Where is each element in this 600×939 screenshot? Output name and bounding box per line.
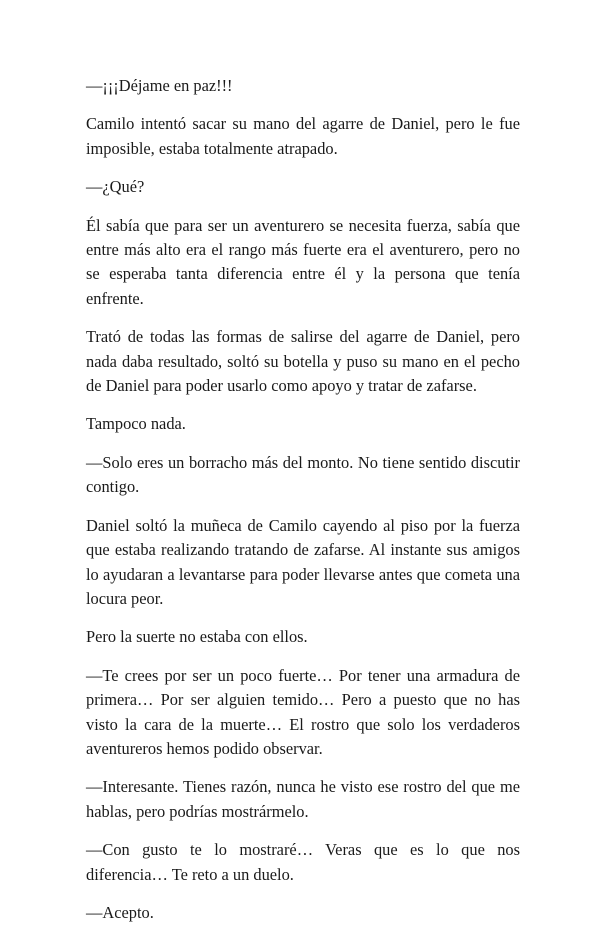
paragraph-7: —Solo eres un borracho más del monto. No tiene sentido discutir contigo.: [86, 452, 520, 497]
paragraph-1: —¡¡¡Déjame en paz!!!: [86, 76, 233, 95]
paragraph-11: —Interesante. Tienes razón, nunca he visto ese rostro del que me hablas, pero podrías mostrármelo.: [86, 777, 520, 821]
paragraph-10: —Te crees por ser un poco fuerte… Por tener una armadura de primera… Por ser alguien temido… Pero a puesto que no has visto la cara de la muerte… El rostro que solo los verdaderos aventureros hemos podido observar.: [86, 665, 520, 758]
book-page-text: [86, 74, 520, 939]
paragraph-9: Pero la suerte no estaba con ellos.: [86, 627, 308, 647]
paragraph-13: —Acepto.: [86, 902, 154, 922]
paragraph-4: Él sabía que para ser un aventurero se necesita fuerza, sabía que entre más alto era el rango más fuerte era el aventurero, pero no se esperaba tanta diferencia entre él y la persona que tenía enfrente.: [86, 215, 520, 308]
paragraph-3: —¿Qué?: [86, 177, 145, 197]
paragraph-8: Daniel soltó la muñeca de Camilo cayendo al piso por la fuerza que estaba realizando tratando de zafarse. Al instante sus amigos lo ayudaran a levantarse para poder llevarse antes que cometa una locura peor.: [86, 515, 520, 608]
paragraph-5: Trató de todas las formas de salirse del agarre de Daniel, pero nada daba resultado, soltó su botella y puso su mano en el pecho de Daniel para poder usarlo como apoyo y tratar de zafarse.: [86, 327, 520, 396]
paragraph-6: Tampoco nada.: [86, 414, 186, 434]
paragraph-12: —Con gusto te lo mostraré… Veras que es lo que nos diferencia… Te reto a un duelo.: [86, 840, 520, 884]
paragraph-2: Camilo intentó sacar su mano del agarre de Daniel, pero le fue imposible, estaba totalmente atrapado.: [86, 114, 520, 158]
